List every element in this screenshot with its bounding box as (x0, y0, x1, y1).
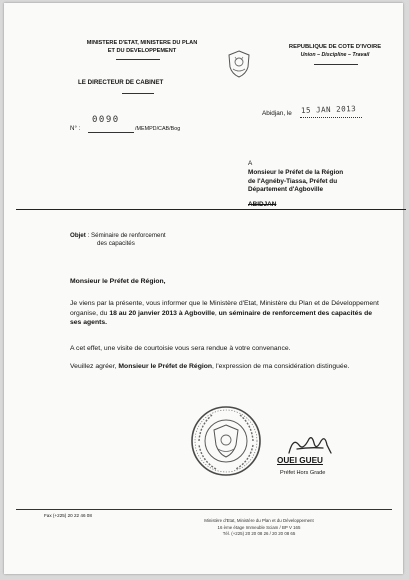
footer-fax: Fax (+225) 20 22 46 08 (44, 513, 92, 518)
director-underline (122, 93, 154, 94)
addressee-line-2: de l'Agnéby-Tiassa, Préfet du (248, 177, 338, 185)
footer-line-2: 16 ème étage Immeuble Sciam / BP V 165 (217, 524, 301, 530)
paragraph-announcement (70, 299, 380, 328)
seminar-description: un séminaire de renforcement des capacités de ses agents. (70, 309, 373, 327)
republic-underline (314, 64, 358, 65)
paragraph-closing (70, 362, 380, 372)
subject-label: Objet (70, 232, 86, 239)
director-title: LE DIRECTEUR DE CABINET (78, 79, 164, 86)
subject-line-1: : Séminaire de renforcement (87, 232, 166, 239)
letter-page (4, 3, 403, 574)
addressee-prefix: A (248, 160, 253, 167)
addressee-block (248, 160, 343, 210)
reference-label: N° : (70, 125, 81, 132)
paragraph-text: , l'expression de ma considération distinguée. (212, 363, 350, 370)
salutation: Monsieur le Préfet de Région, (70, 278, 166, 285)
footer-line-1: Ministère d'Etat, Ministère du Plan et du Développement (204, 518, 314, 523)
addressee-line-1: Monsieur le Préfet de la Région (248, 168, 344, 176)
coat-of-arms-icon (226, 49, 252, 84)
footer-address (184, 518, 334, 538)
national-motto: Union – Discipline – Travail (300, 52, 370, 58)
paragraph-text: , (214, 309, 219, 317)
republic-title: REPUBLIQUE DE COTE D'IVOIRE (288, 44, 382, 50)
footer-divider (16, 509, 392, 510)
seminar-dates: 18 au 20 janvier 2013 à Agboville (109, 309, 215, 317)
section-divider (16, 209, 406, 210)
subject-line-2: des capacités (97, 240, 135, 248)
date-stamp: 15 JAN 2013 (300, 104, 357, 115)
ministry-line-2: ET DU DEVELOPPEMENT (107, 48, 177, 54)
signatory-title: Préfet Hors Grade (280, 470, 326, 476)
republic-header (276, 43, 394, 59)
ministry-header (62, 39, 222, 55)
subject-block (70, 232, 166, 249)
reference-line (88, 132, 134, 133)
ministry-underline (116, 59, 160, 60)
paragraph-text: Veuillez agréer, (70, 363, 119, 370)
reference-suffix: /MEMPD/CAB/Bog (135, 126, 181, 132)
addressee-line-3: Département d'Agboville (248, 186, 324, 194)
signatory-name: OUEI GUEU (277, 456, 323, 465)
date-label: Abidjan, le (262, 110, 292, 117)
date-line (300, 117, 362, 118)
footer-line-3: Tél. (+225) 20 20 08 26 / 20 20 08 65 (222, 531, 296, 537)
official-seal-icon (190, 405, 262, 482)
paragraph-text: Je viens par la présente, vous informer que le Ministère d'Etat, Ministère du Plan et de Développement organise, du (70, 300, 379, 317)
addressee-place: ABIDJAN (248, 201, 277, 209)
paragraph-visit: A cet effet, une visite de courtoisie vous sera rendue à votre convenance. (70, 345, 291, 352)
closing-addressee: Monsieur le Préfet de Région (118, 363, 213, 370)
reference-number: 0090 (92, 115, 120, 125)
ministry-line-1: MINISTERE D'ETAT, MINISTERE DU PLAN (86, 40, 198, 46)
